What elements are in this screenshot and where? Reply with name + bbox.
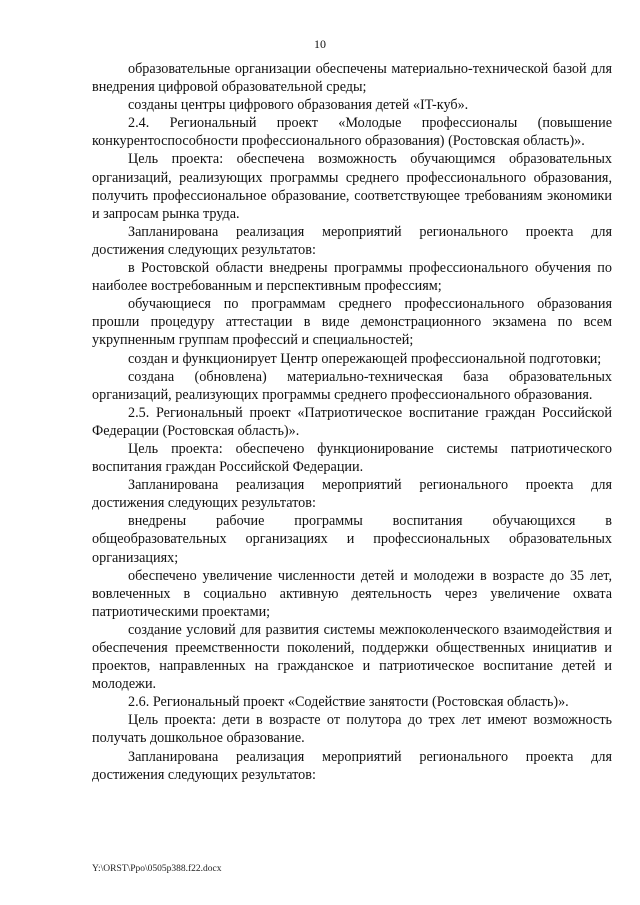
paragraph: создание условий для развития системы межпоколенческого взаимодействия и обеспечения преемственности поколений, поддержки общественных инициатив и проектов, направленных на гражданское и патриотическое воспитание детей и молодежи.	[92, 621, 612, 693]
paragraph: Запланирована реализация мероприятий регионального проекта для достижения следующих результатов:	[92, 223, 612, 258]
paragraph: создан и функционирует Центр опережающей профессиональной подготовки;	[128, 350, 602, 367]
paragraph: в Ростовской области внедрены программы профессионального обучения по наиболее востребованным и перспективным профессиям;	[92, 260, 612, 295]
paragraph: Цель проекта: дети в возрасте от полутора до трех лет имеют возможность получать дошкольное образование.	[92, 712, 612, 747]
paragraph: 2.4. Региональный проект «Молодые профессионалы (повышение конкурентоспособности профессионального образования) (Ростовская область)».	[92, 115, 612, 150]
paragraph: внедрены рабочие программы воспитания обучающихся в общеобразовательных организациях и профессиональных образовательных организациях;	[92, 513, 612, 566]
paragraph: Запланирована реализация мероприятий регионального проекта для достижения следующих результатов:	[92, 748, 612, 783]
paragraph: создана (обновлена) материально-техническая база образовательных организаций, реализующих программы среднего профессионального образования.	[92, 368, 612, 403]
page-number: 10	[314, 37, 326, 51]
paragraph: образовательные организации обеспечены материально-технической базой для внедрения цифровой образовательной среды;	[92, 61, 612, 96]
paragraph: Цель проекта: обеспечена возможность обучающимся образовательных организаций, реализующих программы среднего профессионального образования, получить профессиональное образование, соответствующее требованиям экономики и запросам рынка труда.	[92, 151, 612, 222]
paragraph: 2.5. Региональный проект «Патриотическое воспитание граждан Российской Федерации (Ростовская область)».	[92, 404, 612, 439]
file-path-footer: Y:\ORST\Ppo\0505p388.f22.docx	[92, 864, 222, 874]
paragraph: созданы центры цифрового образования детей «IT-куб».	[128, 97, 469, 114]
paragraph: 2.6. Региональный проект «Содействие занятости (Ростовская область)».	[128, 694, 569, 711]
paragraph: обучающиеся по программам среднего профессионального образования прошли процедуру аттестации в виде демонстрационного экзамена по всем укрупненным группам профессий и специальностей;	[92, 296, 612, 349]
paragraph: Цель проекта: обеспечено функционирование системы патриотического воспитания граждан Российской Федерации.	[92, 440, 612, 476]
paragraph: обеспечено увеличение численности детей и молодежи в возрасте до 35 лет, вовлеченных в социально активную деятельность через увеличение охвата патриотическими проектами;	[92, 567, 612, 620]
paragraph: Запланирована реализация мероприятий регионального проекта для достижения следующих результатов:	[92, 477, 612, 512]
document-body	[92, 60, 612, 784]
